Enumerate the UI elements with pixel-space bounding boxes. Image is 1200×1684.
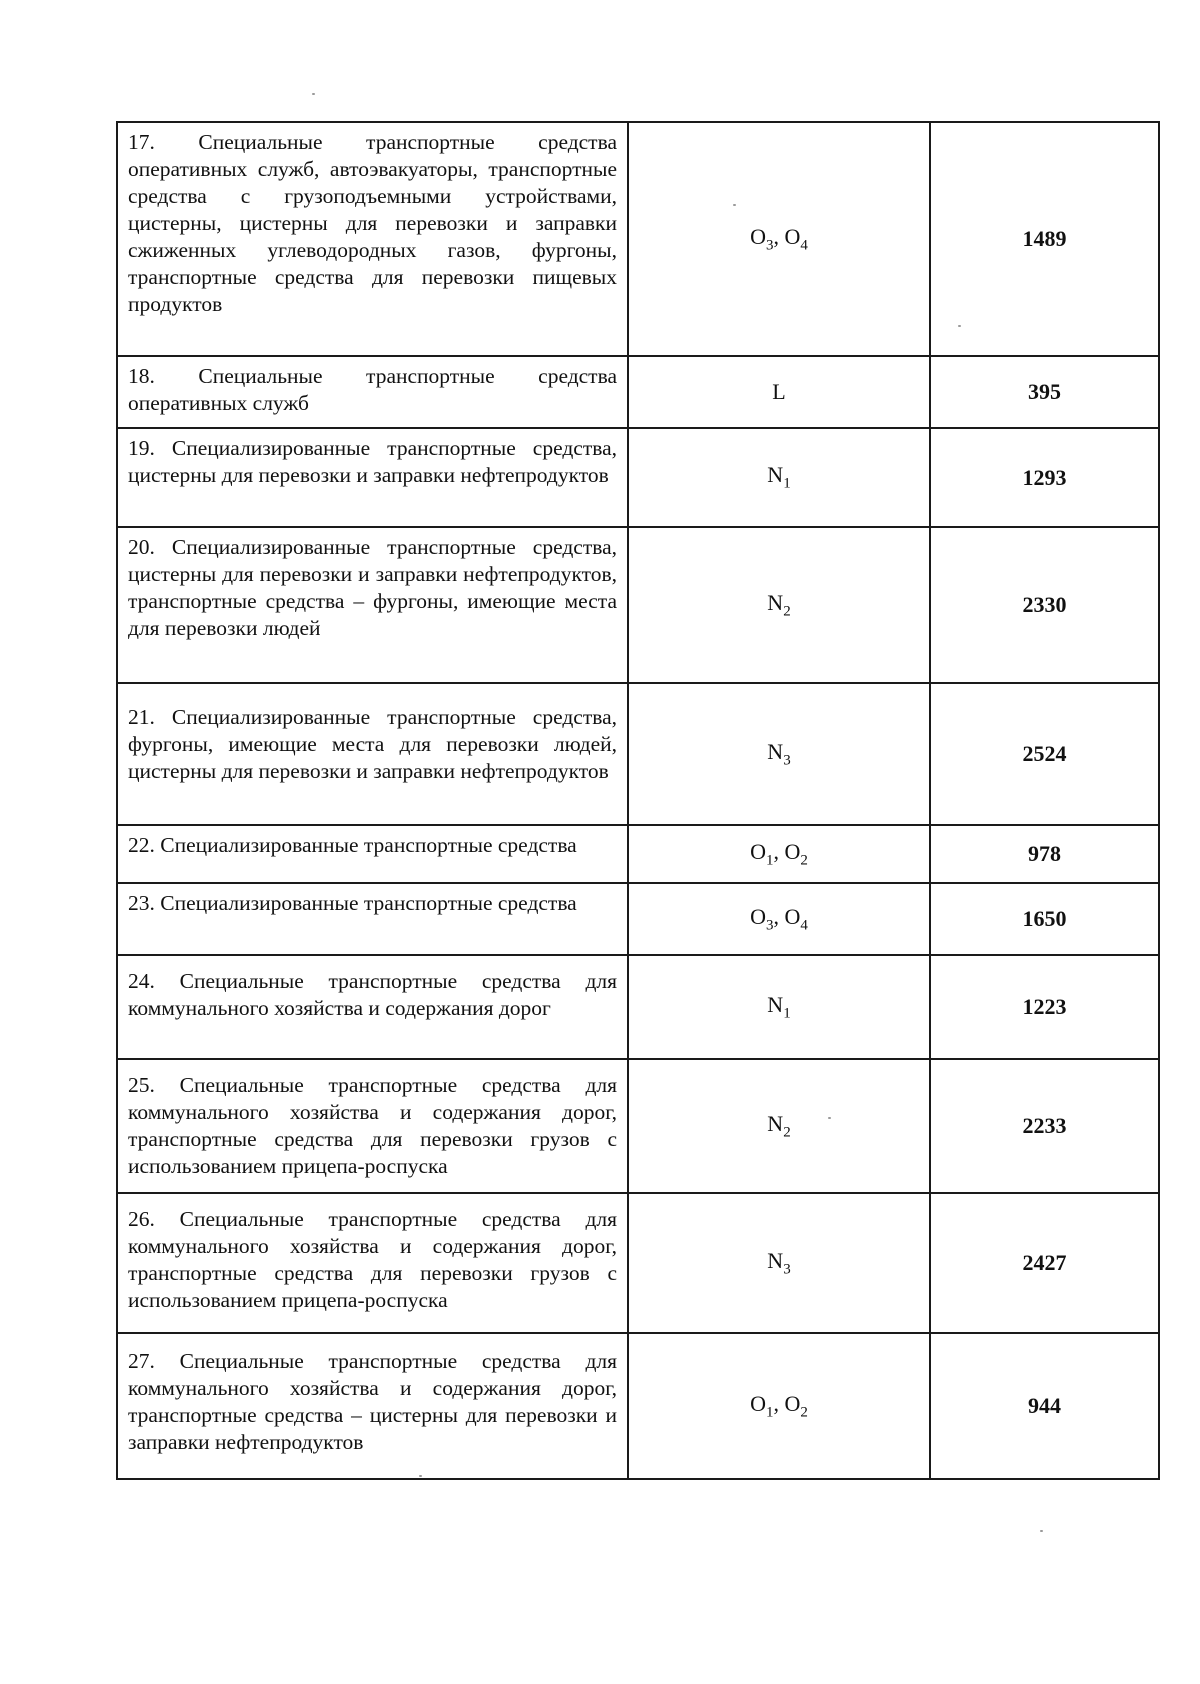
value-cell: 2233: [930, 1059, 1159, 1193]
value-cell: 1650: [930, 883, 1159, 955]
table-row: [117, 1193, 1159, 1333]
vehicle-type-cell: 21. Специализированные транспортные средства, фургоны, имеющие места для перевозки людей, цистерны для перевозки и заправки нефтепродуктов: [117, 683, 628, 825]
category-cell: [628, 527, 930, 683]
scan-speck: [1040, 1530, 1043, 1532]
category-label: $N_3$: [767, 1247, 791, 1278]
vehicle-type-cell: 26. Специальные транспортные средства для коммунального хозяйства и содержания дорог, транспортные средства для перевозки грузов с использованием прицепа-роспуска: [117, 1193, 628, 1333]
category-label: $N_3$: [767, 738, 791, 769]
vehicle-category-table: [116, 121, 1160, 1480]
category-label: $O_3$, $O_4$: [750, 223, 808, 254]
table-row: [117, 428, 1159, 527]
category-cell: [628, 683, 930, 825]
category-cell: [628, 1193, 930, 1333]
value-cell: 944: [930, 1333, 1159, 1479]
category-label: $N_1$: [767, 462, 791, 492]
value-cell: 1223: [930, 955, 1159, 1059]
table-row: [117, 825, 1159, 883]
table-row: [117, 356, 1159, 428]
category-cell: [628, 1333, 930, 1479]
table-row: [117, 1059, 1159, 1193]
category-cell: [628, 428, 930, 527]
category-label: $N_2$: [767, 589, 791, 620]
table-row: [117, 1333, 1159, 1479]
value-cell: 1293: [930, 428, 1159, 527]
value-cell: 2524: [930, 683, 1159, 825]
category-cell: [628, 1059, 930, 1193]
category-cell: [628, 356, 930, 428]
vehicle-type-cell: 23. Специализированные транспортные средства: [117, 883, 628, 955]
category-label: L: [772, 379, 786, 404]
table-row: [117, 683, 1159, 825]
value-cell: 2330: [930, 527, 1159, 683]
vehicle-type-cell: 27. Специальные транспортные средства для коммунального хозяйства и содержания дорог, транспортные средства – цистерны для перевозки и заправки нефтепродуктов: [117, 1333, 628, 1479]
vehicle-type-cell: 22. Специализированные транспортные средства: [117, 825, 628, 883]
table-row: [117, 122, 1159, 356]
category-cell: [628, 122, 930, 356]
vehicle-type-cell: 19. Специализированные транспортные средства, цистерны для перевозки и заправки нефтепродуктов: [117, 428, 628, 527]
vehicle-type-cell: 18. Специальные транспортные средства оперативных служб: [117, 356, 628, 428]
category-cell: [628, 955, 930, 1059]
vehicle-type-cell: 24. Специальные транспортные средства для коммунального хозяйства и содержания дорог: [117, 955, 628, 1059]
scan-speck: [312, 93, 315, 95]
vehicle-type-cell: 25. Специальные транспортные средства для коммунального хозяйства и содержания дорог, транспортные средства для перевозки грузов с использованием прицепа-роспуска: [117, 1059, 628, 1193]
value-cell: 395: [930, 356, 1159, 428]
category-label: $N_2$: [767, 1110, 791, 1141]
category-cell: [628, 883, 930, 955]
category-label: $O_1$, $O_2$: [750, 1390, 808, 1421]
category-label: $O_1$, $O_2$: [750, 838, 808, 869]
value-cell: 1489: [930, 122, 1159, 356]
table-row: [117, 955, 1159, 1059]
category-label: $O_3$, $O_4$: [750, 903, 808, 934]
table-row: [117, 527, 1159, 683]
category-label: $N_1$: [767, 991, 791, 1022]
value-cell: 2427: [930, 1193, 1159, 1333]
category-cell: [628, 825, 930, 883]
table-body: [117, 122, 1159, 1479]
table-row: [117, 883, 1159, 955]
value-cell: 978: [930, 825, 1159, 883]
vehicle-type-cell: 17. Специальные транспортные средства оперативных служб, автоэвакуаторы, транспортные средства с грузоподъемными устройствами, цистерны, цистерны для перевозки и заправки сжиженных углеводородных газов, фургоны, транспортные средства для перевозки пищевых продуктов: [117, 122, 628, 356]
vehicle-type-cell: 20. Специализированные транспортные средства, цистерны для перевозки и заправки нефтепродуктов, транспортные средства – фургоны, имеющие места для перевозки людей: [117, 527, 628, 683]
